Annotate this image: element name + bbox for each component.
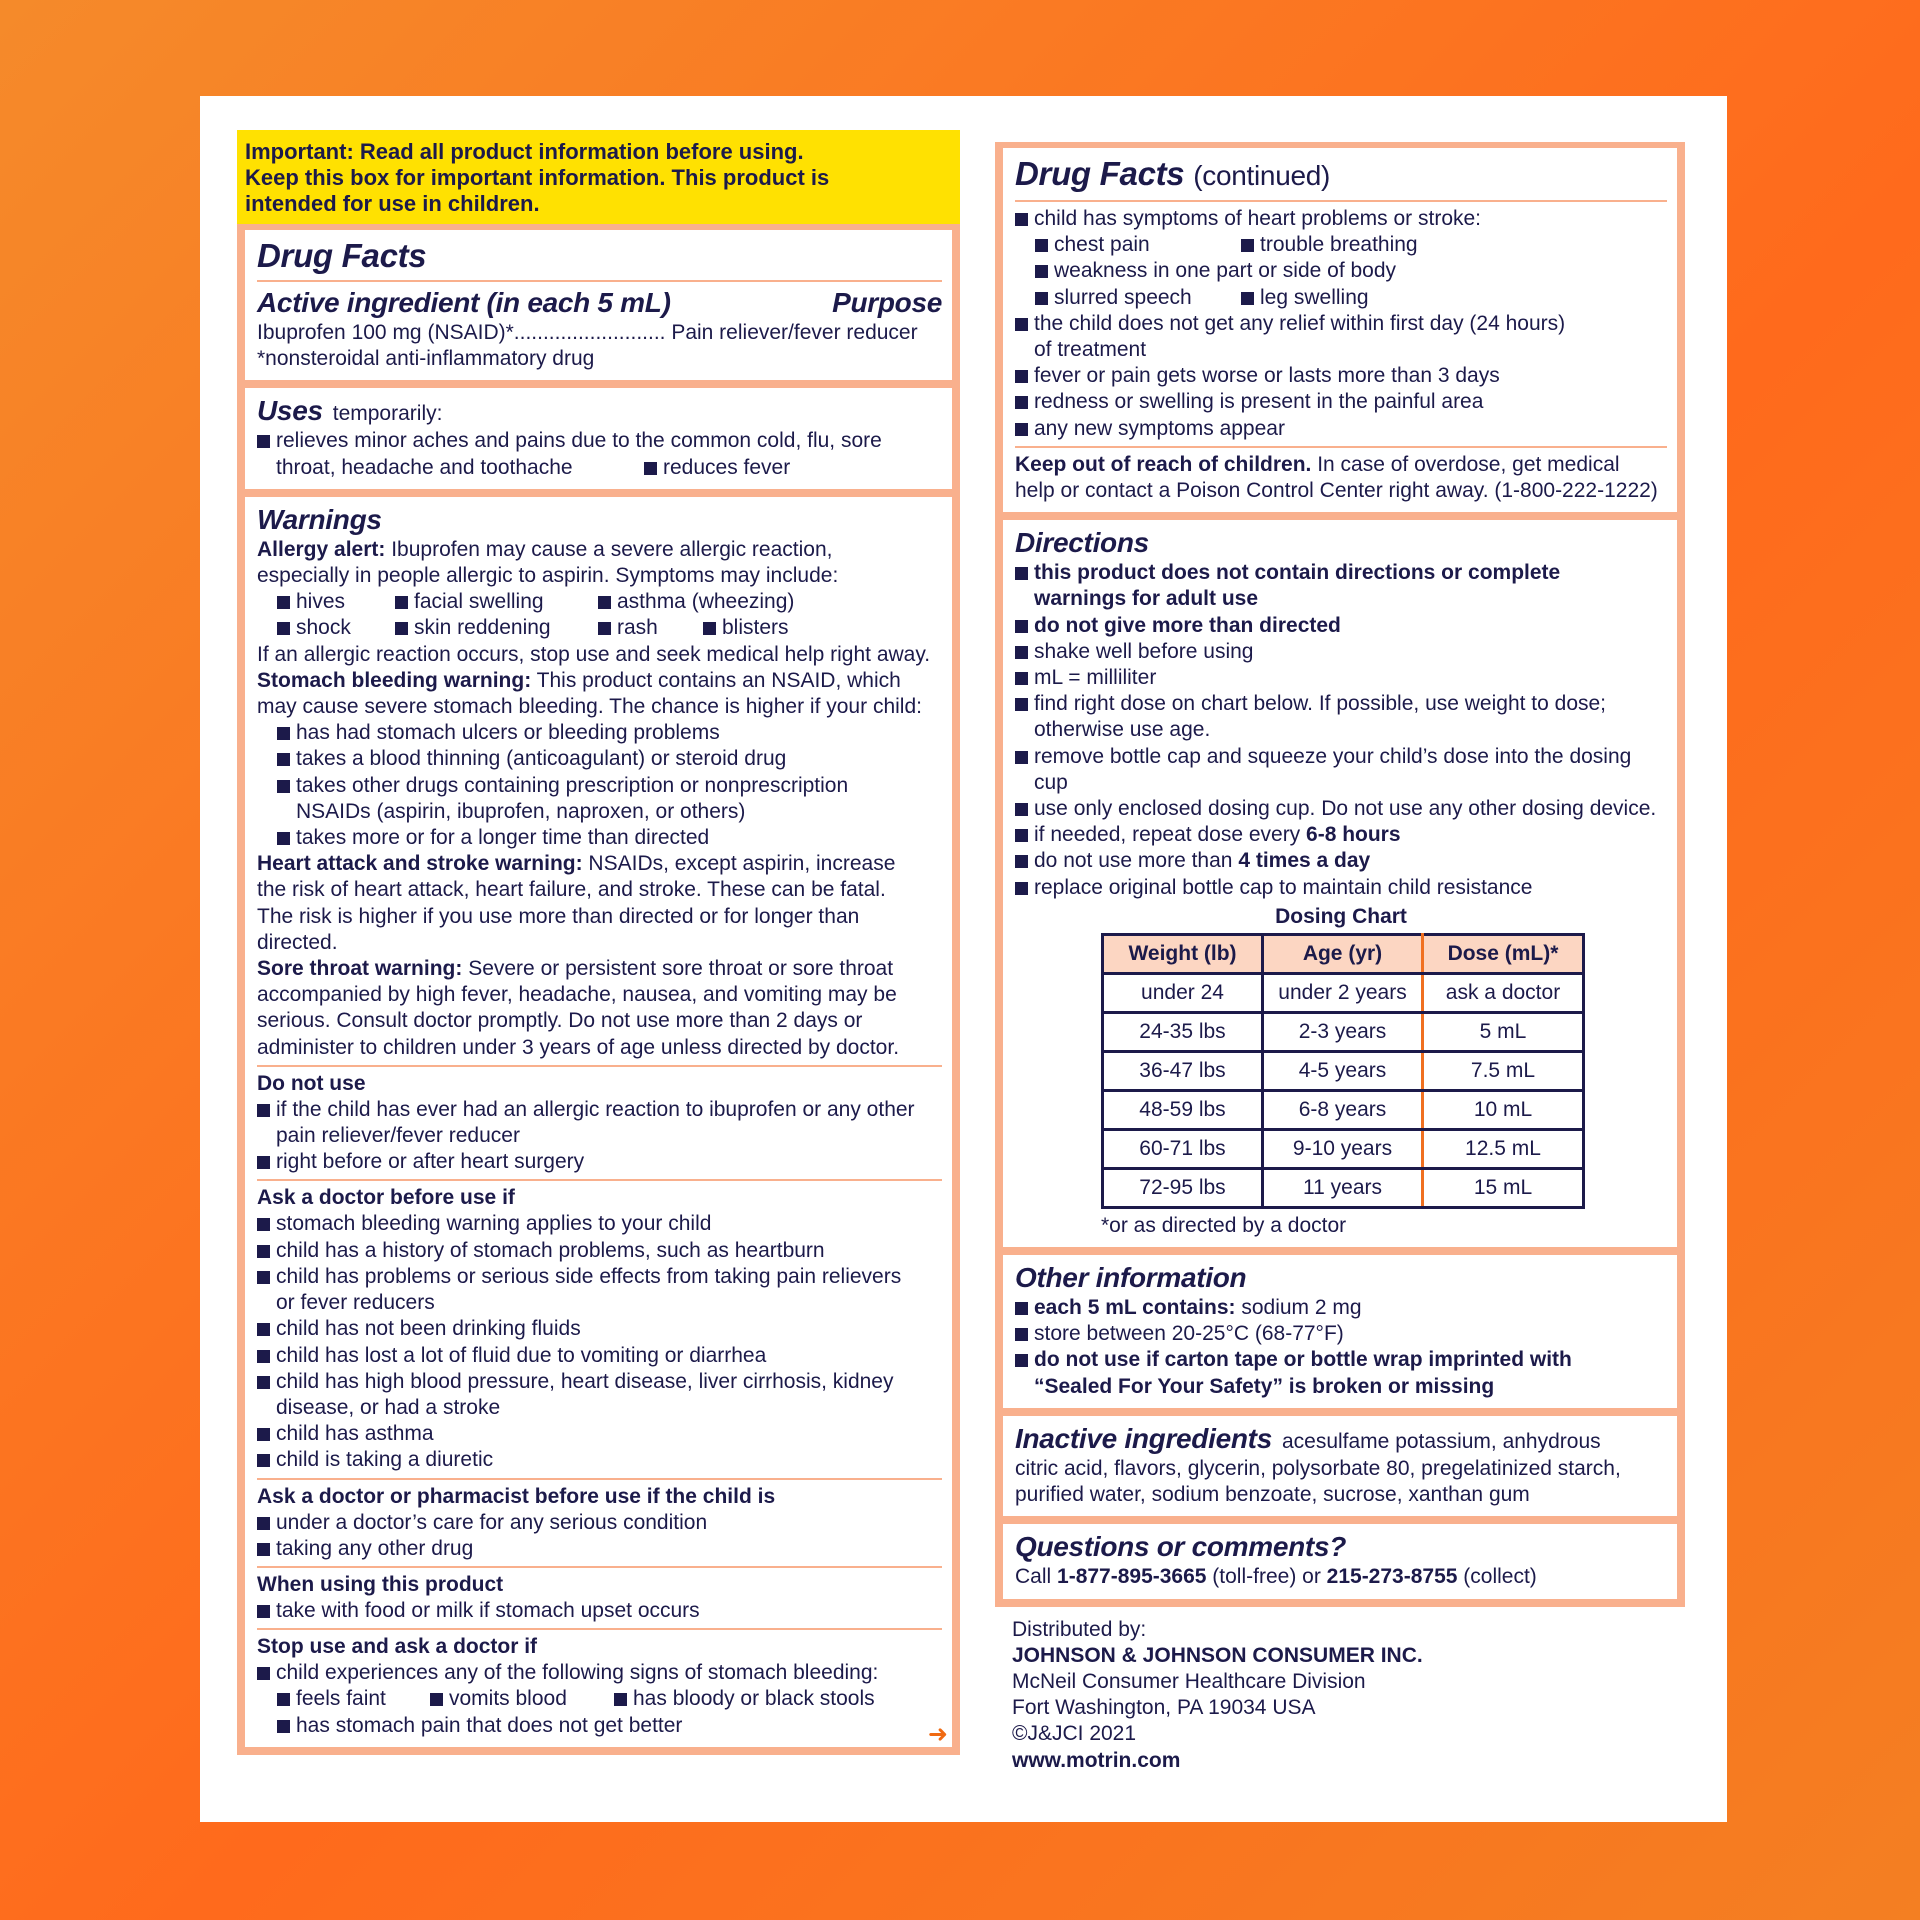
list-item: child has symptoms of heart problems or stroke:	[1015, 206, 1667, 232]
ask-pharmacist-heading: Ask a doctor or pharmacist before use if the child is	[257, 1484, 776, 1508]
list-item: slurred speech	[1035, 285, 1241, 311]
list-item: the child does not get any relief within first day (24 hours)	[1015, 311, 1667, 337]
list-item: find right dose on chart below. If possible, use weight to dose;	[1015, 691, 1667, 717]
list-item: child has high blood pressure, heart disease, liver cirrhosis, kidney	[257, 1369, 942, 1395]
website-link[interactable]: www.motrin.com	[1012, 1748, 1181, 1772]
list-item: replace original bottle cap to maintain child resistance	[1015, 875, 1667, 901]
stop-use-heading: Stop use and ask a doctor if	[257, 1635, 538, 1659]
right-frame	[995, 142, 1685, 1607]
drug-facts-title: Drug Facts	[257, 237, 427, 274]
questions-title: Questions or comments?	[1015, 1531, 1347, 1563]
list-item: child has asthma	[257, 1421, 942, 1447]
ingredient-footnote: *nonsteroidal anti-inflammatory drug	[257, 347, 595, 371]
list-item: right before or after heart surgery	[257, 1149, 942, 1175]
other-information-title: Other information	[1015, 1262, 1247, 1294]
list-item: mL = milliliter	[1015, 665, 1667, 691]
company-name: JOHNSON & JOHNSON CONSUMER INC.	[1012, 1643, 1423, 1667]
list-item: use only enclosed dosing cup. Do not use any other dosing device.	[1015, 796, 1667, 822]
list-item: any new symptoms appear	[1015, 416, 1667, 442]
list-item: redness or swelling is present in the painful area	[1015, 389, 1667, 415]
left-frame	[237, 224, 960, 1755]
list-item: if the child has ever had an allergic reaction to ibuprofen or any other	[257, 1097, 942, 1123]
ingredient-line: Ibuprofen 100 mg (NSAID)*.......................... Pain reliever/fever reducer	[257, 321, 918, 344]
dosing-chart-note: *or as directed by a doctor	[1101, 1213, 1347, 1237]
table-row: 72-95 lbs 11 years 15 mL	[1103, 1168, 1584, 1207]
distributor-info: Distributed by: JOHNSON & JOHNSON CONSUMER INC. McNeil Consumer Healthcare Division Fort Washington, PA 19034 USA ©J&JCI 2021 www.motrin.com	[995, 1617, 1685, 1774]
uses-section: Uses temporarily: relieves minor aches and pains due to the common cold, flu, sore throat, headache and toothache reduces fever	[245, 388, 952, 488]
list-item: takes more or for a longer time than directed	[257, 825, 942, 851]
toll-free-phone: 1-877-895-3665	[1057, 1565, 1207, 1589]
list-item: if needed, repeat dose every 6-8 hours	[1015, 822, 1667, 848]
list-item: do not use more than 4 times a day	[1015, 848, 1667, 874]
list-item: shock	[277, 615, 395, 641]
warnings-title: Warnings	[257, 503, 382, 535]
ask-doctor-heading: Ask a doctor before use if	[257, 1186, 515, 1210]
list-item: skin reddening	[395, 615, 598, 641]
list-item: has bloody or black stools	[614, 1686, 875, 1712]
list-item: feels faint	[277, 1686, 430, 1712]
purpose-heading: Purpose	[832, 287, 942, 318]
list-item: has stomach pain that does not get better	[257, 1713, 942, 1739]
uses-title: Uses	[257, 395, 323, 427]
list-item: hives	[277, 589, 395, 615]
do-not-use-heading: Do not use	[257, 1071, 366, 1095]
directions-title: Directions	[1015, 527, 1149, 559]
list-item: shake well before using	[1015, 639, 1667, 665]
list-item: store between 20-25°C (68-77°F)	[1015, 1321, 1667, 1347]
list-item: trouble breathing	[1241, 232, 1418, 258]
list-item: do not give more than directed	[1015, 613, 1667, 639]
table-row: 48-59 lbs 6-8 years 10 mL	[1103, 1090, 1584, 1129]
list-item: child has a history of stomach problems, such as heartburn	[257, 1238, 942, 1264]
dosing-chart-table	[1101, 933, 1585, 1209]
when-using-heading: When using this product	[257, 1572, 504, 1596]
list-item: takes other drugs containing prescription or nonprescription	[257, 773, 942, 799]
list-item: takes a blood thinning (anticoagulant) or steroid drug	[257, 746, 942, 772]
list-item: has had stomach ulcers or bleeding problems	[257, 720, 942, 746]
list-item: child has problems or serious side effects from taking pain relievers	[257, 1264, 942, 1290]
warnings-section: Warnings Allergy alert: Ibuprofen may cause a severe allergic reaction, especially in people allergic to aspirin. Symptoms may include: hives facial swelling asthma (wheezing) shock skin reddening rash blisters If an allergic reaction occurs, stop use and seek medical help right away. Stomach bleeding warning: This product contains an NSAID, which may cause severe stomach bleeding. The chance is higher if your child: has had stomach ulcers or bleeding problems takes a blood thinning (anticoagulant) or steroid drug takes other drugs containing prescription or nonprescription NSAIDs (aspirin, ibuprofen, naproxen, or others) takes more or for a longer time than directed Heart attack and stroke warning: NSAIDs, except aspirin, increase the risk of heart attack, heart failure, and stroke. These can be fatal. The risk is higher if you use more than directed or for longer than directed. Sore throat warning: Severe or persistent sore throat or sore throat accompanied by high fever, headache, nausea, and vomiting may be serious. Consult doctor promptly. Do not use more than 2 days or administer to children under 3 years of age unless directed by doctor. Do not use if the child has ever had an allergic reaction to ibuprofen or any other pain reliever/fever reducer right before or after heart surgery Ask a doctor before use if stomach bleeding warning applies to your child child has a history of stomach problems, such as heartburn child has problems or serious side effects from taking pain relievers or fever reducers child has not been drinking fluids child has lost a lot of fluid due to vomiting or diarrhea child has high blood pressure, heart disease, liver cirrhosis, kidney disease, or had a stroke child has asthma child is taking a diuretic Ask a doctor or pharmacist before use if the child is under a doctor’s care for any serious condition taking any other drug When using this product take with food or milk if stomach upset occurs Stop use and ask a doctor if child experiences any of the following signs of stomach bleeding: feels faint vomits blood has bloody or black stools has stomach pain that does not get better	[245, 497, 952, 1747]
questions-section: Questions or comments? Call 1-877-895-3665 (toll-free) or 215-273-8755 (collect)	[1003, 1524, 1677, 1598]
column-header-dose: Dose (mL)*	[1423, 934, 1584, 973]
list-item: stomach bleeding warning applies to your child	[257, 1211, 942, 1237]
active-ingredient-section	[245, 230, 952, 380]
list-item: fever or pain gets worse or lasts more than 3 days	[1015, 363, 1667, 389]
list-item: take with food or milk if stomach upset occurs	[257, 1598, 942, 1624]
other-information-section: Other information each 5 mL contains: sodium 2 mg store between 20-25°C (68-77°F) do not use if carton tape or bottle wrap imprinted with “Sealed For Your Safety” is broken or missing	[1003, 1255, 1677, 1408]
drug-facts-continued-title: Drug Facts (continued)	[1015, 155, 1331, 192]
list-item: leg swelling	[1241, 285, 1369, 311]
drug-facts-card	[200, 96, 1727, 1822]
table-row: 60-71 lbs 9-10 years 12.5 mL	[1103, 1129, 1584, 1168]
right-column	[995, 142, 1685, 1774]
list-item: this product does not contain directions or complete	[1015, 560, 1667, 586]
list-item: blisters	[703, 615, 789, 641]
column-header-weight: Weight (lb)	[1103, 934, 1263, 973]
table-row: 36-47 lbs 4-5 years 7.5 mL	[1103, 1051, 1584, 1090]
continued-section: Drug Facts (continued) child has symptoms of heart problems or stroke: chest pain trouble breathing weakness in one part or side of body slurred speech leg swelling the child does not get any relief within first day (24 hours) of treatment fever or pain gets worse or lasts more than 3 days redness or swelling is present in the painful area any new symptoms appear Keep out of reach of children. In case of overdose, get medical help or contact a Poison Control Center right away. (1-800-222-1222)	[1003, 148, 1677, 512]
column-header-age: Age (yr)	[1263, 934, 1423, 973]
list-item: vomits blood	[430, 1686, 614, 1712]
list-item: asthma (wheezing)	[598, 589, 794, 615]
list-item: facial swelling	[395, 589, 598, 615]
list-item: rash	[598, 615, 703, 641]
inactive-ingredients-section: Inactive ingredients acesulfame potassium, anhydrous citric acid, flavors, glycerin, polysorbate 80, pregelatinized starch, purified water, sodium benzoate, sucrose, xanthan gum	[1003, 1416, 1677, 1516]
table-row: 24-35 lbs 2-3 years 5 mL	[1103, 1012, 1584, 1051]
continue-arrow-icon: ➜	[927, 1720, 948, 1748]
list-item: reduces fever	[644, 455, 790, 481]
list-item: child has lost a lot of fluid due to vomiting or diarrhea	[257, 1343, 942, 1369]
list-item: remove bottle cap and squeeze your child’s dose into the dosing cup	[1015, 744, 1667, 796]
list-item: do not use if carton tape or bottle wrap imprinted with	[1015, 1347, 1667, 1373]
important-notice: Important: Read all product information before using. Keep this box for important information. This product is intended for use in children.	[237, 130, 960, 224]
dosing-chart-title: Dosing Chart	[1275, 904, 1407, 928]
list-item: taking any other drug	[257, 1536, 942, 1562]
list-item: each 5 mL contains: sodium 2 mg	[1015, 1295, 1667, 1321]
list-item: child is taking a diuretic	[257, 1447, 942, 1473]
collect-phone: 215-273-8755	[1326, 1565, 1458, 1589]
list-item: child has not been drinking fluids	[257, 1316, 942, 1342]
left-column	[237, 130, 960, 1755]
directions-section: Directions this product does not contain directions or complete warnings for adult use do not give more than directed shake well before using mL = milliliter find right dose on chart below. If possible, use weight to dose; otherwise use age. remove bottle cap and squeeze your child’s dose into the dosing cup use only enclosed dosing cup. Do not use any other dosing device. if needed, repeat dose every 6-8 hours do not use more than 4 times a day replace original bottle cap to maintain child resistance Dosing Chart Weight (lb) Age (yr) Dose (mL)* under 24 under 2 years ask a doctor 24-35 lbs 2-3 years 5 mL 36-47 lbs 4-5 years 7.5 mL 48-59 lbs 6-8 years 10 mL 60-71 lbs 9-10 years 12.5 mL 72-95 lbs 11 years 15 mL *or as directed by a doctor	[1003, 520, 1677, 1247]
active-ingredient-heading: Active ingredient (in each 5 mL)	[257, 287, 671, 318]
table-row: under 24 under 2 years ask a doctor	[1103, 973, 1584, 1012]
list-item: weakness in one part or side of body	[1015, 258, 1667, 284]
list-item: under a doctor’s care for any serious condition	[257, 1510, 942, 1536]
list-item: child experiences any of the following signs of stomach bleeding:	[257, 1660, 942, 1686]
inactive-ingredients-title: Inactive ingredients	[1015, 1422, 1272, 1454]
list-item: chest pain	[1035, 232, 1241, 258]
list-item: relieves minor aches and pains due to the common cold, flu, sore	[257, 428, 942, 454]
